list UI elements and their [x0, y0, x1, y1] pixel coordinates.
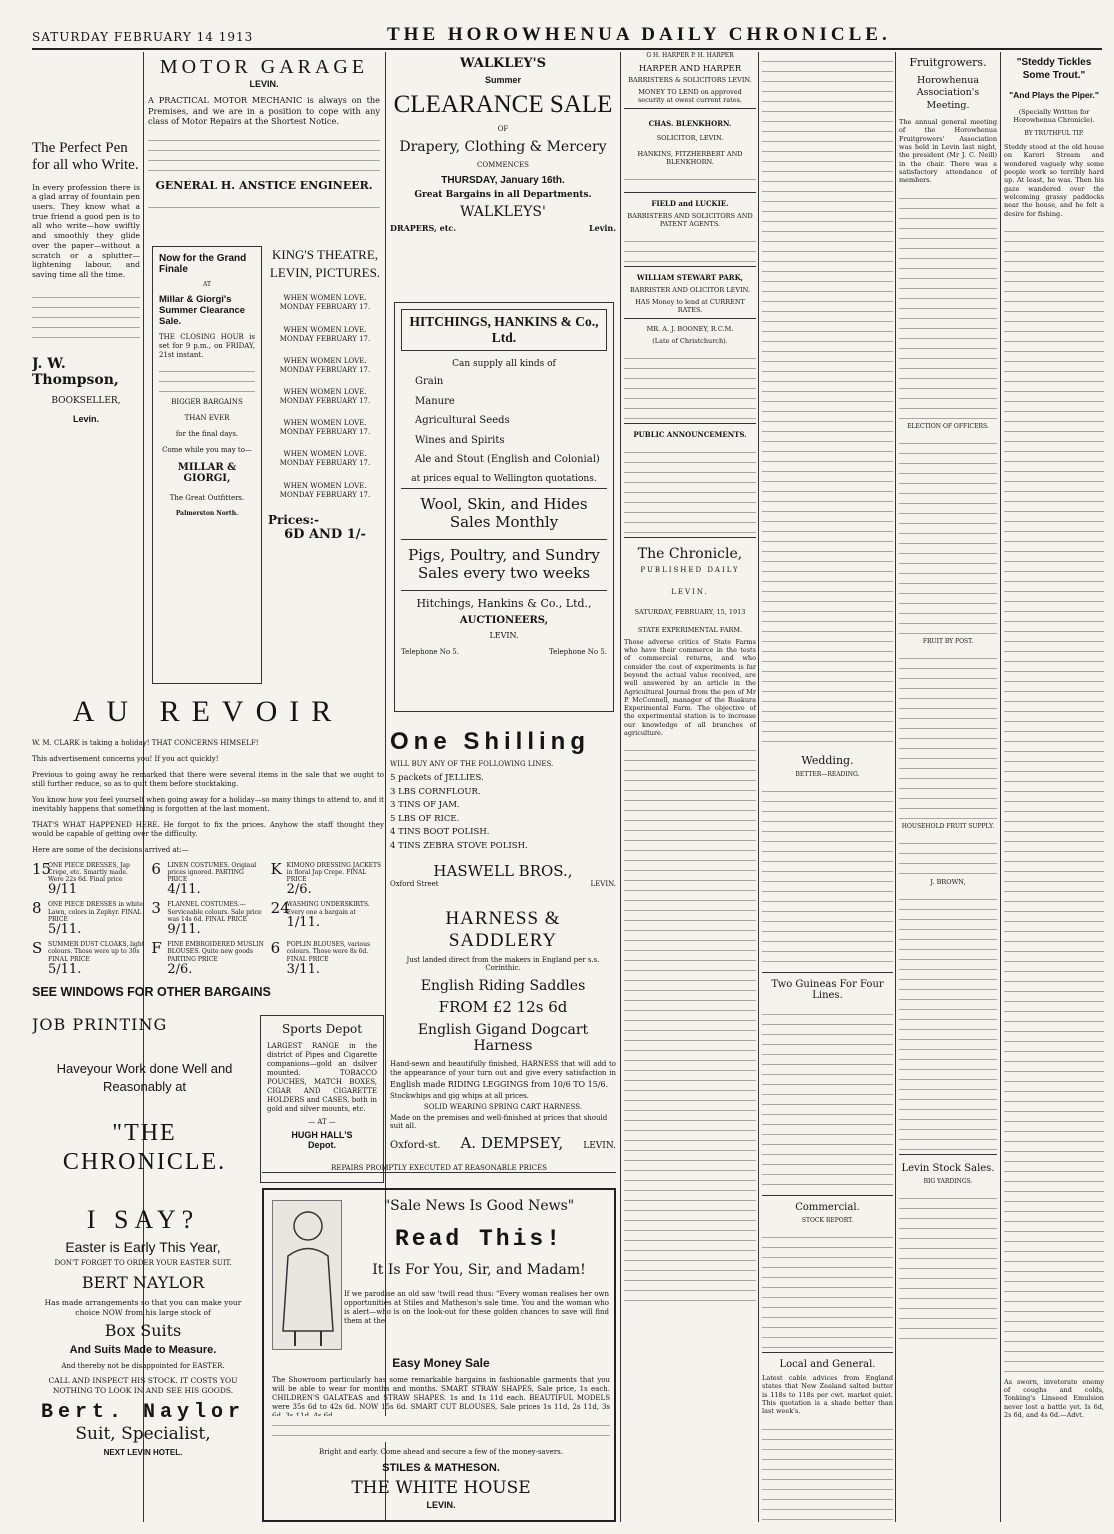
hitchings-item: Wines and Spirits — [415, 434, 505, 446]
harness-direct: Just landed direct from the makers in England per s.s. Corinthic. — [406, 956, 600, 972]
kings-show-item: WHEN WOMEN LOVE. MONDAY FEBRUARY 17. — [279, 387, 371, 406]
item-price: 1/11. — [286, 914, 320, 930]
au-revoir-item — [151, 901, 264, 937]
millar-than: THAN EVER — [184, 413, 230, 422]
thompson-trade: BOOKSELLER, — [51, 395, 121, 406]
kings-show-item: WHEN WOMEN LOVE. MONDAY FEBRUARY 17. — [279, 481, 371, 499]
millar-name: Millar & Giorgi's Summer Clearance Sale. — [159, 294, 246, 327]
kings-show-item: WHEN WOMEN LOVE. MONDAY FEBRUARY 17. — [279, 450, 371, 468]
walkley-town: Levin. — [588, 223, 616, 233]
hitchings-advert — [394, 302, 614, 712]
naylor-suit: Suit, Specialist, — [75, 1424, 211, 1445]
hitchings-auctioneers: AUCTIONEERS, — [459, 614, 549, 626]
commercial-heading: Commercial. — [795, 1202, 860, 1213]
hitchings-item: Ale and Stout (English and Colonial) — [415, 454, 600, 465]
steddy-title: "Steddy Tickles Some Trout." — [1016, 57, 1092, 81]
steddy-text: Steddy stood at the old house on Karori Stream and wondered vaguely why some people work so terribly hard up. At least, he was. Then his gaze wandered over the welcoming grassy paddocks near the house, and he felt a desire for fishing. — [1004, 143, 1104, 218]
harness-spring: SOLID WEARING SPRING CART HARNESS. — [423, 1103, 583, 1111]
park-role: BARRISTER AND OLICITOR LEVIN. — [629, 285, 751, 294]
harness-dogcart: English Gigand Dogcart Harness — [417, 1022, 589, 1054]
kings-prices: 6D AND 1/- — [284, 526, 366, 542]
column-rule — [758, 52, 759, 1522]
stiles-read: Read This! — [394, 1226, 564, 1252]
millar-town: Palmerston North. — [175, 509, 239, 517]
hitchings-item: Grain — [415, 376, 444, 387]
shilling-sub: WILL BUY ANY OF THE FOLLOWING LINES. — [390, 760, 554, 768]
fruit-sub: Horowhenua Association's Meeting. — [916, 75, 980, 111]
harness-text: Hand-sewn and beautifully finished, HARNESS that will add to the appearance of your turn out and give every satisfaction in — [390, 1060, 616, 1077]
item-price: 5/11. — [48, 961, 82, 977]
item-price: 4/11. — [167, 882, 201, 898]
pen-advert — [32, 140, 140, 700]
column-rule — [1000, 52, 1001, 1522]
harness-name: A. DEMPSEY, — [460, 1134, 564, 1152]
item-qty: 6 — [151, 859, 161, 878]
column-4 — [624, 52, 756, 1522]
millar-come: Come while you may to— — [162, 445, 252, 454]
au-revoir-line: THAT'S WHAT HAPPENED HERE. He forgot to fix the prices. Anyhow the staff thought they would be capable of getting over the difficulty. — [32, 820, 384, 838]
naylor-name: BERT NAYLOR — [81, 1273, 205, 1292]
walkley-bargains: Great Bargains in all Departments. — [414, 190, 592, 200]
au-revoir-item — [270, 859, 384, 898]
stiles-foryou: It Is For You, Sir, and Madam! — [372, 1262, 586, 1278]
motor-town: LEVIN. — [249, 79, 279, 89]
shilling-list — [390, 772, 616, 854]
motor-garage-advert — [148, 56, 380, 216]
item-qty: 3 — [151, 899, 161, 918]
millar-bigger: BIGGER BARGAINS — [171, 397, 243, 406]
item-price: 3/11. — [286, 961, 320, 977]
brown-name: J. BROWN, — [930, 877, 966, 886]
naylor-dont: DON'T FORGET TO ORDER YOUR EASTER SUIT. — [54, 1259, 232, 1267]
au-revoir-title: AU REVOIR — [72, 695, 344, 728]
millar-closing: THE CLOSING HOUR is set for 9 p.m., on FRIDAY, 21st instant. — [159, 333, 255, 359]
harness-from: FROM £2 12s 6d — [438, 998, 568, 1016]
walkley-summer: Summer — [484, 75, 521, 85]
au-revoir-item — [32, 859, 145, 898]
item-desc: ONE PIECE DRESSES, Jap Crepe, etc. Smartly made. Were 22s 6d. Final price — [48, 861, 130, 883]
au-revoir-item — [32, 901, 145, 937]
park-name: WILLIAM STEWART PARK, — [636, 272, 744, 282]
wedding-heading: Wedding. — [801, 754, 854, 767]
column-7 — [1004, 52, 1104, 1522]
au-revoir-line: This advertisement concerns you! If you act quickly! — [32, 754, 219, 763]
walkley-date: THURSDAY, January 16th. — [441, 175, 565, 186]
au-revoir-line: You know how you feel yourself when going away for a holiday—so many things to attend to, and it inevitably happens that something is forgotten at the last moment. — [32, 795, 384, 813]
fruit-title: Fruitgrowers. — [909, 56, 987, 69]
one-shilling-advert — [390, 728, 616, 888]
item-price: 9/11 — [48, 882, 78, 898]
millar-final: for the final days. — [175, 429, 239, 438]
item-qty: S — [32, 939, 43, 958]
hankins-firm: HANKINS, FITZHERBERT AND BLENKHORN. — [637, 149, 743, 166]
harness-saddles: English Riding Saddles — [420, 978, 586, 994]
pen-body-lines — [32, 288, 140, 346]
hitchings-pigs: Pigs, Poultry, and Sundry Sales every two weeks — [408, 545, 600, 582]
blenkhorn-name: CHAS. BLENKHORN. — [648, 118, 732, 128]
shilling-item: 3 TINS OF JAM. — [390, 800, 460, 811]
au-revoir-items — [32, 859, 384, 978]
millar-giorgi-advert — [152, 246, 262, 684]
park-money: HAS Money to lend at CURRENT RATES. — [635, 297, 745, 314]
kings-show-item: WHEN WOMEN LOVE. MONDAY FEBRUARY 17. — [279, 325, 371, 343]
stiles-intro: If we parodise an old saw 'twill read thus: "Every woman realises her own opportunities at Stiles and Matheson's sale time. You and the woman who is alert—who is on the look-out for these golden chances to save will find them at the — [344, 1290, 609, 1325]
election-heading: ELECTION OF OFFICERS. — [907, 422, 989, 430]
pen-headline: The Perfect Pen for all who Write. — [32, 140, 139, 174]
chronicle-date: SATURDAY, FEBRUARY, 15, 1913 — [634, 607, 746, 616]
naylor-arr: Has made arrangements so that you can make your choice NOW from his large stock of — [44, 1298, 242, 1317]
pen-text: In every profession there is a glad array of fountain pen users. They know what a true friend a good pen is to all who write—how swiftly and smoothly they glide over the paper—without a scratch or a splutter—lightening labour, and saving time all the time. — [32, 182, 140, 279]
shilling-firm: HASWELL BROS., — [433, 861, 573, 880]
item-price: 2/6. — [167, 961, 193, 977]
kings-show-item: WHEN WOMEN LOVE. MONDAY FEBRUARY 17. — [279, 356, 371, 374]
walkley-drapers: DRAPERS, etc. — [390, 223, 457, 233]
blenkhorn-role: SOLICITOR, LEVIN. — [656, 133, 724, 142]
naylor-easter: Easter is Early This Year, — [65, 1239, 221, 1255]
column-rule — [895, 52, 896, 1522]
job-paper: "THE CHRONICLE. — [62, 1120, 227, 1175]
au-revoir-item — [32, 941, 145, 977]
shilling-street: Oxford Street — [390, 879, 439, 888]
shilling-item: 5 packets of JELLIES. — [390, 773, 484, 783]
booney-name: MR. A. J. BOONEY, R.C.M. — [646, 324, 734, 333]
household-heading: HOUSEHOLD FRUIT SUPPLY. — [901, 822, 995, 830]
col6-lines-2 — [899, 434, 997, 634]
stiles-bright: Bright and early. Come ahead and secure a few of the money-savers. — [319, 1448, 563, 1456]
au-revoir-lines — [32, 739, 384, 855]
shilling-town: LEVIN. — [590, 879, 616, 888]
col4-lines-1 — [624, 170, 756, 188]
hitchings-town: LEVIN. — [489, 630, 519, 640]
au-revoir-line: W. M. CLARK is taking a holiday! THAT CONCERNS HIMSELF! — [32, 739, 259, 747]
hitchings-item: Agricultural Seeds — [415, 415, 510, 426]
motor-text: A PRACTICAL MOTOR MECHANIC is always on the Premises, and we are in a position to cope with any class of Motor Repairs at the Shortest Notice. — [148, 95, 380, 126]
sports-depot: Depot. — [308, 1139, 336, 1150]
harness-whips: Stockwhips and gig whips at all prices. — [390, 1092, 529, 1100]
item-desc: WASHING UNDERSKIRTS. Every one a bargain at — [286, 901, 370, 916]
item-price: 2/6. — [286, 882, 312, 898]
item-desc: KIMONO DRESSING JACKETS in floral Jap Crepe. FINAL PRICE — [286, 861, 382, 883]
harness-lower — [390, 1080, 616, 1160]
millar-at: AT — [202, 281, 211, 288]
motor-title: MOTOR GARAGE — [159, 56, 369, 78]
item-qty: 15 — [32, 859, 52, 878]
hitchings-item: Manure — [415, 395, 455, 407]
millar-body-lines — [159, 362, 255, 392]
col4-lines-2 — [624, 232, 756, 262]
au-revoir-item — [271, 941, 384, 977]
fruit-post-heading: FRUIT BY POST. — [922, 637, 974, 645]
harness-town: LEVIN. — [583, 1141, 616, 1151]
guineas-heading: Two Guineas For Four Lines. — [771, 979, 884, 1001]
hitchings-footer-name: Hitchings, Hankins & Co., Ltd., — [416, 596, 592, 610]
au-revoir-item — [151, 941, 264, 977]
item-desc: FINE EMBROIDERED MUSLIN BLOUSES. Quite new goods PARTING PRICE — [167, 941, 264, 963]
walkley-goods: Drapery, Clothing & Mercery — [399, 139, 607, 155]
stiles-house: THE WHITE HOUSE — [351, 1478, 531, 1498]
state-farm-text: Those adverse critics of State Farms who have their commerce in the tests of commercial returns, and who consider the cost of experiments is far beyond the actual value received, are well answered by an article in the Agricultural Journal from the pen of Mr P. McConnell, manager of the Ruakura Experimental Farm. The objective of the experimental station is to increase our knowledge of all branches of agriculture. — [624, 637, 756, 738]
col7-lines — [1004, 222, 1104, 1372]
stiles-firm: STILES & MATHESON. — [382, 1462, 500, 1474]
harness-leggings: English made RIDING LEGGINGS from 10/6 TO 15/6. — [390, 1080, 609, 1089]
steddy-advt: As sworn, inveterate enemy of coughs and colds, Tonking's Linseed Emulsion never lost a battle yet. Is 6d, 2s 6d, and 4s 6d.—Advt. — [1004, 1377, 1104, 1420]
job-title: JOB PRINTING — [32, 1015, 168, 1034]
au-revoir-item — [151, 859, 264, 898]
harper-firm: HARPER AND HARPER — [638, 63, 742, 74]
col6-lines-4 — [899, 834, 997, 874]
shilling-item: 4 TINS ZEBRA STOVE POLISH. — [390, 840, 528, 851]
stock-report: STOCK REPORT. — [801, 1217, 854, 1224]
col5-lines-4 — [762, 1228, 893, 1348]
col6-lines-1 — [899, 189, 997, 419]
millar-firm: MILLAR & GIORGI, — [177, 461, 237, 484]
field-role: BARRISTERS AND SOLICITORS AND PATENT AGENTS. — [627, 211, 753, 228]
item-desc: ONE PIECE DRESSES in white Lawn, colors in Zephyr. FINAL PRICE — [48, 901, 143, 923]
field-name: FIELD and LUCKIE. — [651, 198, 729, 208]
big-yardings: BIG YARDINGS. — [923, 1177, 973, 1185]
naylor-call: CALL AND INSPECT HIS STOCK. IT COSTS YOU NOTHING TO LOOK IN AND SEE HIS GOODS. — [48, 1376, 238, 1395]
public-announcements: PUBLIC ANNOUNCEMENTS. — [633, 429, 747, 439]
issue-date: SATURDAY FEBRUARY 14 1913 — [32, 30, 254, 44]
item-qty: F — [151, 939, 162, 958]
shilling-item: 4 TINS BOOT POLISH. — [390, 827, 490, 838]
hitchings-tel-right: Telephone No 5. — [549, 647, 607, 656]
item-desc: POPLIN BLOUSES, various colours. Those were 8s 6d. FINAL PRICE — [286, 941, 371, 963]
motor-body-lines — [148, 131, 380, 171]
local-heading: Local and General. — [779, 1359, 876, 1370]
chronicle-title: The Chronicle, — [637, 545, 743, 562]
kings-theatre-advert — [268, 246, 382, 686]
col6-lines-5 — [899, 890, 997, 1150]
shilling-title: One Shilling — [390, 728, 591, 755]
kings-show-item: WHEN WOMEN LOVE. MONDAY FEBRUARY 17. — [279, 419, 371, 437]
wedding-sub: BETTER—READING. — [795, 771, 860, 778]
job-text: Haveyour Work done Well and Reasonably at — [56, 1061, 233, 1094]
thompson-name: J. W. Thompson, — [32, 355, 119, 388]
column-6 — [899, 52, 997, 1522]
motor-engineer: GENERAL H. ANSTICE ENGINEER. — [155, 178, 373, 192]
millar-outfitters: The Great Outfitters. — [169, 493, 245, 502]
kings-title: KING'S THEATRE, LEVIN, PICTURES. — [269, 247, 381, 281]
harper-role: BARRISTERS & SOLICITORS LEVIN. — [628, 75, 752, 84]
col5-lines-1 — [762, 52, 893, 748]
hitchings-prices: at prices equal to Wellington quotations. — [411, 473, 597, 484]
job-printing-advert — [32, 1015, 257, 1215]
item-price: 9/11. — [167, 922, 201, 937]
walkley-advert — [390, 56, 616, 256]
sports-text: LARGEST RANGE in the district of Pipes and Cigarette companions—gold an dsilver mounted. TOBACCO POUCHES, MATCH BOXES, CIGAR AND CIGARETTE HOLDERS and CASES, both in gold and silver mounts, etc. — [267, 1042, 377, 1113]
col6-lines-3 — [899, 649, 997, 819]
motor-footer-lines — [148, 198, 380, 217]
kings-show-list — [268, 294, 382, 499]
au-revoir-line: Previous to going away he remarked that there were several items in the sale that we ought to still further reduce, so as to quit them before stocktaking. — [32, 770, 384, 788]
harness-repairs: REPAIRS PROMPTLY EXECUTED AT REASONABLE PRICES — [262, 1164, 616, 1173]
item-desc: FLANNEL COSTUMES.—Serviceable colours. Sale price was 14s 6d. FINAL PRICE — [167, 901, 262, 923]
harness-made: Made on the premises and well-finished at prices that should suit all. — [390, 1114, 608, 1130]
harness-advert — [390, 908, 616, 1078]
naylor-box: Box Suits — [104, 1321, 182, 1341]
walkley-of: OF — [497, 125, 509, 133]
naylor-next: NEXT LEVIN HOTEL. — [103, 1448, 183, 1458]
hitchings-tel-left: Telephone No 5. — [401, 647, 459, 656]
naylor-advert — [32, 1205, 254, 1525]
naylor-disappoint: And thereby not be disappointed for EASTER. — [61, 1362, 225, 1371]
harper-money: MONEY TO LEND on approved security at owest current rates. — [637, 87, 743, 104]
hitchings-items — [401, 376, 607, 467]
state-farm-heading: STATE EXPERIMENTAL FARM. — [637, 625, 743, 634]
au-revoir-item — [271, 901, 384, 937]
kings-prices-label: Prices:- — [268, 512, 320, 527]
col6-lines-6 — [899, 1189, 997, 1339]
hitchings-wool: Wool, Skin, and Hides Sales Monthly — [420, 494, 588, 531]
steddy-sub: "And Plays the Piper." — [1009, 90, 1099, 100]
hitchings-supply: Can supply all kinds of — [452, 359, 556, 369]
item-desc: SUMMER DUST CLOAKS, light colours. Those were up to 30s FINAL PRICE — [48, 941, 145, 963]
sports-depot-advert — [260, 1015, 384, 1183]
stiles-advert — [262, 1188, 616, 1522]
naylor-bert: Bert. Naylor — [40, 1401, 246, 1425]
steddy-by: BY TRUTHFUL TIP. — [1024, 130, 1084, 137]
col4-lines-3 — [624, 349, 756, 419]
walkley-commences: COMMENCES — [477, 161, 529, 169]
harper-names: G H. HARPER P. H. HARPER — [646, 52, 734, 59]
stiles-easy: Easy Money Sale — [392, 1356, 490, 1370]
item-qty: 8 — [32, 899, 42, 918]
chronicle-published: PUBLISHED DAILY — [640, 565, 740, 574]
sports-title: Sports Depot — [281, 1022, 363, 1036]
chronicle-levin: LEVIN. — [671, 587, 709, 596]
stiles-quote: "Sale News Is Good News" — [383, 1198, 575, 1214]
local-text: Latest cable advices from England states that New Zealand salted butter is 118s to 118s per cwt. market quiet. This quotation is a shade better than last week's. — [762, 1374, 893, 1416]
item-qty: 6 — [270, 939, 281, 958]
steddy-special: (Specially Written for Horowhenua Chronicle). — [1013, 108, 1095, 124]
col4-lines-4 — [624, 443, 756, 533]
sports-name: HUGH HALL'S — [291, 1129, 353, 1140]
shilling-item: 3 LBS CORNFLOUR. — [390, 786, 481, 797]
au-revoir-line: Here are some of the decisions arrived at:— — [32, 845, 189, 854]
shilling-item: 5 LBS OF RICE. — [390, 813, 460, 824]
item-desc: LINEN COSTUMES. Original prices ignored. PARTING PRICE — [167, 861, 257, 883]
masthead — [32, 24, 1102, 50]
hitchings-name: HITCHINGS, HANKINS & Co., Ltd. — [401, 309, 607, 351]
col5-lines-2 — [762, 782, 893, 968]
item-price: 5/11. — [48, 922, 82, 937]
naylor-isay: I SAY? — [86, 1205, 200, 1234]
column-rule — [620, 52, 621, 1522]
item-qty: K — [270, 859, 282, 878]
stiles-body: The Showroom particularly has some remarkable bargains in fashionable garments that you will be able to wear for months and months. SMART STRAW SHAPES, Sale price, 1s each. CHILDREN'S GALATEAS and STRAW SHAPES. 1s and 1s 11d each. BEAUTIFUL MODELS were 35s 6d to 42s 6d. NOW 15s 6d. SMART CUT BLOUSES, Sale prices 1s 11d, 2s 11d, 3s — [272, 1376, 610, 1411]
booney-sub: (Late of Christchurch). — [652, 336, 728, 345]
levin-stock-heading: Levin Stock Sales. — [901, 1162, 995, 1174]
col5-lines-3 — [762, 1005, 893, 1191]
column-5 — [762, 52, 893, 1522]
millar-heading: Now for the Grand Finale — [159, 253, 247, 275]
au-revoir-advert — [32, 695, 384, 1005]
fruit-text: The annual general meeting of the Horowhenua Fruitgrowers' Association was held in Levin last night, the president (Mr J. C. Neill) in the chair. There was a satisfactory attendance of members. — [899, 118, 997, 185]
sports-at: — AT — — [308, 1117, 336, 1126]
col4-lines-5 — [624, 741, 756, 1301]
au-revoir-windows: SEE WINDOWS FOR OTHER BARGAINS — [32, 985, 271, 1000]
walkley-walkleys: WALKLEYS' — [460, 204, 546, 220]
stiles-town: LEVIN. — [426, 1500, 456, 1510]
item-qty: 24 — [270, 899, 290, 918]
harness-oxford: Oxford-st. — [390, 1140, 441, 1151]
col5-lines-5 — [762, 1420, 893, 1520]
newspaper-title: THE HOROWHENUA DAILY CHRONICLE. — [387, 24, 891, 45]
walkley-sale: CLEARANCE SALE — [393, 91, 613, 118]
thompson-town: Levin. — [72, 413, 99, 424]
naylor-measure: And Suits Made to Measure. — [69, 1344, 217, 1357]
walkley-name: WALKLEY'S — [460, 56, 546, 71]
stiles-body-lines — [272, 1416, 610, 1442]
kings-show-item: WHEN WOMEN LOVE. MONDAY FEBRUARY 17. — [279, 294, 371, 312]
girl-illustration — [272, 1200, 342, 1350]
harness-title: HARNESS & SADDLERY — [445, 908, 561, 951]
